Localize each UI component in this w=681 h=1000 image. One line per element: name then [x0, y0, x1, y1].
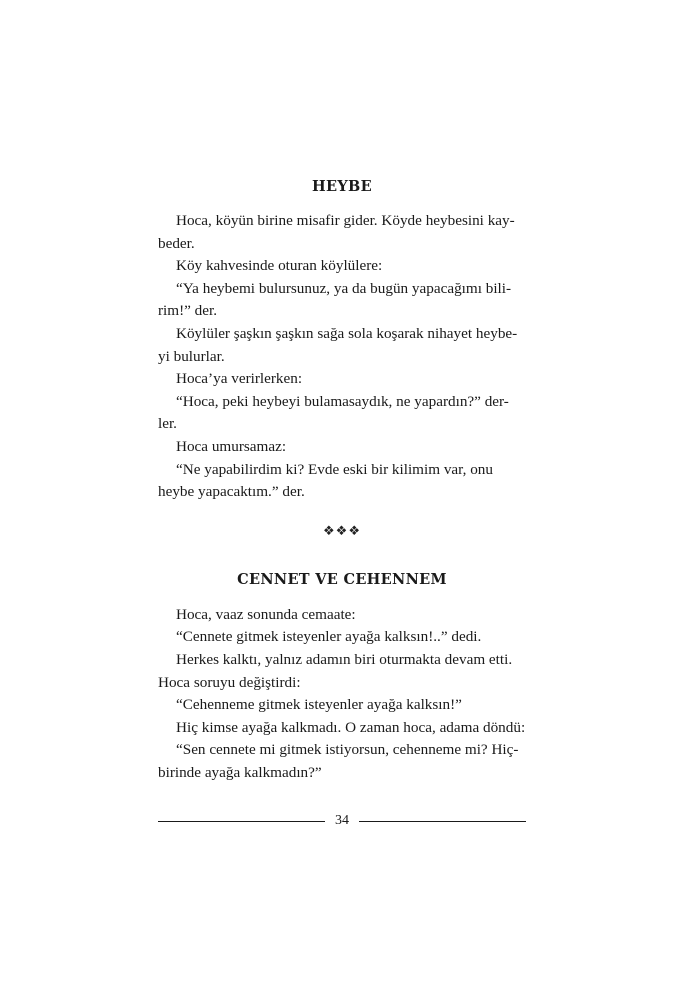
- story-line: “Hoca, peki heybeyi bulamasaydık, ne yapardın?” der-: [176, 392, 509, 410]
- story-line: yi bulurlar.: [158, 347, 225, 365]
- story-line: “Ya heybemi bulursunuz, ya da bugün yapacağımı bili-: [176, 279, 512, 297]
- story-line: ler.: [158, 415, 177, 433]
- story-cennet-ve-cehennem: [158, 604, 526, 785]
- story-line: “Cehenneme gitmek isteyenler ayağa kalksın!”: [176, 696, 462, 714]
- story-line: Köylüler şaşkın şaşkın sağa sola koşarak nihayet heybe-: [176, 324, 518, 342]
- story-line: Köy kahvesinde oturan köylülere:: [176, 257, 383, 275]
- story-line: “Sen cennete mi gitmek istiyorsun, cehenneme mi? Hiç-: [176, 741, 519, 759]
- story-line: Herkes kalktı, yalnız adamın biri oturmakta devam etti.: [176, 650, 513, 668]
- section-separator-ornament: ❖❖❖: [323, 523, 361, 539]
- page-footer: [158, 810, 526, 832]
- story-heybe: [158, 210, 526, 504]
- story-line: rim!” der.: [158, 302, 218, 320]
- story-line: Hoca, vaaz sonunda cemaate:: [176, 605, 356, 623]
- story-line: Hoca umursamaz:: [176, 437, 287, 455]
- story-line: Hoca soruyu değiştirdi:: [158, 673, 301, 691]
- story-line: Hoca, köyün birine misafir gider. Köyde heybesini kay-: [176, 212, 515, 229]
- footer-rule-left: [158, 821, 325, 822]
- story-line: Hiç kimse ayağa kalkmadı. O zaman hoca, adama döndü:: [176, 718, 526, 736]
- page-number: 34: [335, 813, 349, 828]
- story-line: heybe yapacaktım.” der.: [158, 483, 305, 501]
- story-title-heybe: HEYBE: [312, 178, 372, 195]
- story-line: beder.: [158, 234, 195, 252]
- story-line: “Ne yapabilirdim ki? Evde eski bir kilimim var, onu: [176, 460, 493, 478]
- story-title-cennet-ve-cehennem: CENNET VE CEHENNEM: [237, 570, 447, 588]
- page-body: [158, 176, 526, 784]
- story-line: birinde ayağa kalkmadın?”: [158, 763, 322, 781]
- story-line: “Cennete gitmek isteyenler ayağa kalksın!..” dedi.: [176, 628, 482, 646]
- story-line: Hoca’ya verirlerken:: [176, 370, 303, 388]
- footer-rule-right: [359, 821, 526, 822]
